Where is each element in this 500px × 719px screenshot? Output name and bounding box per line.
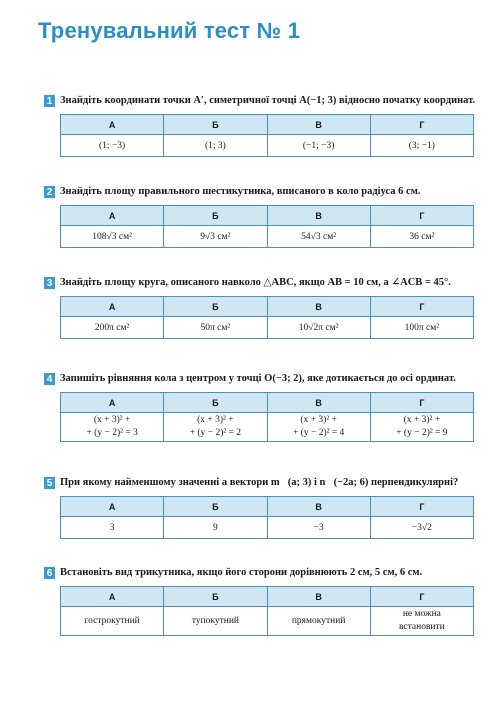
- task-3: [44, 276, 476, 339]
- answer-line: + (y − 2)² = 3: [86, 428, 138, 438]
- task-number: 6: [44, 567, 55, 579]
- answer-option-a[interactable]: 200π см²: [61, 317, 164, 339]
- answer-option-b[interactable]: 50π см²: [164, 317, 267, 339]
- answer-option-a[interactable]: [61, 413, 164, 442]
- option-header-a: А: [61, 393, 164, 413]
- option-header-a: А: [61, 497, 164, 517]
- answer-option-a[interactable]: 3: [61, 517, 164, 539]
- answer-option-b[interactable]: 9√3 см²: [164, 226, 267, 248]
- option-header-v: В: [267, 497, 370, 517]
- task-question: При якому найменшому значенні a вектори m⃗(a; 3) і n⃗(−2a; 6) перпендикулярні?: [60, 477, 459, 488]
- answer-option-v[interactable]: −3: [267, 517, 370, 539]
- option-header-b: Б: [164, 393, 267, 413]
- option-header-v: В: [267, 115, 370, 135]
- task-question: Встановіть вид трикутника, якщо його сторони дорівнюють 2 см, 5 см, 6 см.: [60, 567, 423, 578]
- answer-option-b[interactable]: [164, 413, 267, 442]
- answer-line: + (y − 2)² = 9: [396, 428, 448, 438]
- option-header-a: А: [61, 115, 164, 135]
- answer-option-g[interactable]: [370, 607, 473, 636]
- answer-line: + (y − 2)² = 4: [292, 428, 345, 438]
- answer-line: + (y − 2)² = 2: [189, 428, 242, 438]
- answer-line: не можна: [402, 609, 441, 619]
- task-question: Знайдіть площу круга, описаного навколо △ABC, якщо AB = 10 см, а ∠ACB = 45°.: [60, 277, 451, 288]
- answer-line: (x + 3)² +: [403, 415, 441, 425]
- option-header-a: А: [61, 297, 164, 317]
- answer-line: (x + 3)² +: [197, 415, 234, 425]
- answer-option-a[interactable]: 108√3 см²: [61, 226, 164, 248]
- answer-option-a[interactable]: (1; −3): [61, 135, 164, 157]
- option-header-g: Г: [370, 206, 473, 226]
- task-question: Знайдіть координати точки A′, симетричної точці A(−1; 3) відносно початку координат.: [60, 95, 476, 106]
- answer-table: [60, 296, 474, 339]
- answer-table: [60, 114, 474, 157]
- answer-option-b[interactable]: (1; 3): [164, 135, 267, 157]
- option-header-v: В: [267, 297, 370, 317]
- answer-option-v[interactable]: [267, 413, 370, 442]
- option-header-b: Б: [164, 115, 267, 135]
- answer-table: [60, 586, 474, 636]
- answer-option-v[interactable]: прямокутний: [267, 607, 370, 636]
- task-number: 2: [44, 186, 55, 198]
- answer-table: [60, 392, 474, 442]
- task-5: [44, 476, 476, 539]
- answer-option-g[interactable]: [370, 413, 473, 442]
- option-header-v: В: [267, 206, 370, 226]
- answer-option-a[interactable]: гострокутний: [61, 607, 164, 636]
- answer-option-b[interactable]: 9: [164, 517, 267, 539]
- option-header-b: Б: [164, 497, 267, 517]
- option-header-g: Г: [370, 497, 473, 517]
- answer-option-g[interactable]: −3√2: [370, 517, 473, 539]
- task-1: [44, 94, 476, 157]
- task-4: [44, 372, 476, 442]
- task-number: 1: [44, 95, 55, 107]
- option-header-g: Г: [370, 115, 473, 135]
- option-header-v: В: [267, 393, 370, 413]
- answer-option-g[interactable]: 36 см²: [370, 226, 473, 248]
- answer-option-b[interactable]: тупокутний: [164, 607, 267, 636]
- answer-option-g[interactable]: (3; −1): [370, 135, 473, 157]
- option-header-g: Г: [370, 393, 473, 413]
- answer-line: (x + 3)² +: [93, 415, 131, 425]
- task-number: 5: [44, 477, 55, 489]
- option-header-a: А: [61, 206, 164, 226]
- task-question: Знайдіть площу правильного шестикутника, вписаного в коло радіуса 6 см.: [60, 186, 421, 197]
- task-question: Запишіть рівняння кола з центром у точці O(−3; 2), яке дотикається до осі ординат.: [60, 373, 456, 384]
- task-number: 3: [44, 277, 55, 289]
- option-header-b: Б: [164, 587, 267, 607]
- option-header-v: В: [267, 587, 370, 607]
- answer-line: встановити: [398, 622, 445, 632]
- answer-option-v[interactable]: 54√3 см²: [267, 226, 370, 248]
- answer-line: (x + 3)² +: [300, 415, 337, 425]
- option-header-b: Б: [164, 297, 267, 317]
- option-header-a: А: [61, 587, 164, 607]
- task-6: [44, 566, 476, 636]
- answer-option-v[interactable]: (−1; −3): [267, 135, 370, 157]
- option-header-g: Г: [370, 297, 473, 317]
- option-header-b: Б: [164, 206, 267, 226]
- answer-option-v[interactable]: 10√2π см²: [267, 317, 370, 339]
- answer-table: [60, 496, 474, 539]
- option-header-g: Г: [370, 587, 473, 607]
- page-title: Тренувальний тест № 1: [38, 18, 301, 43]
- answer-table: [60, 205, 474, 248]
- task-2: [44, 185, 476, 248]
- task-number: 4: [44, 373, 55, 385]
- answer-option-g[interactable]: 100π см²: [370, 317, 473, 339]
